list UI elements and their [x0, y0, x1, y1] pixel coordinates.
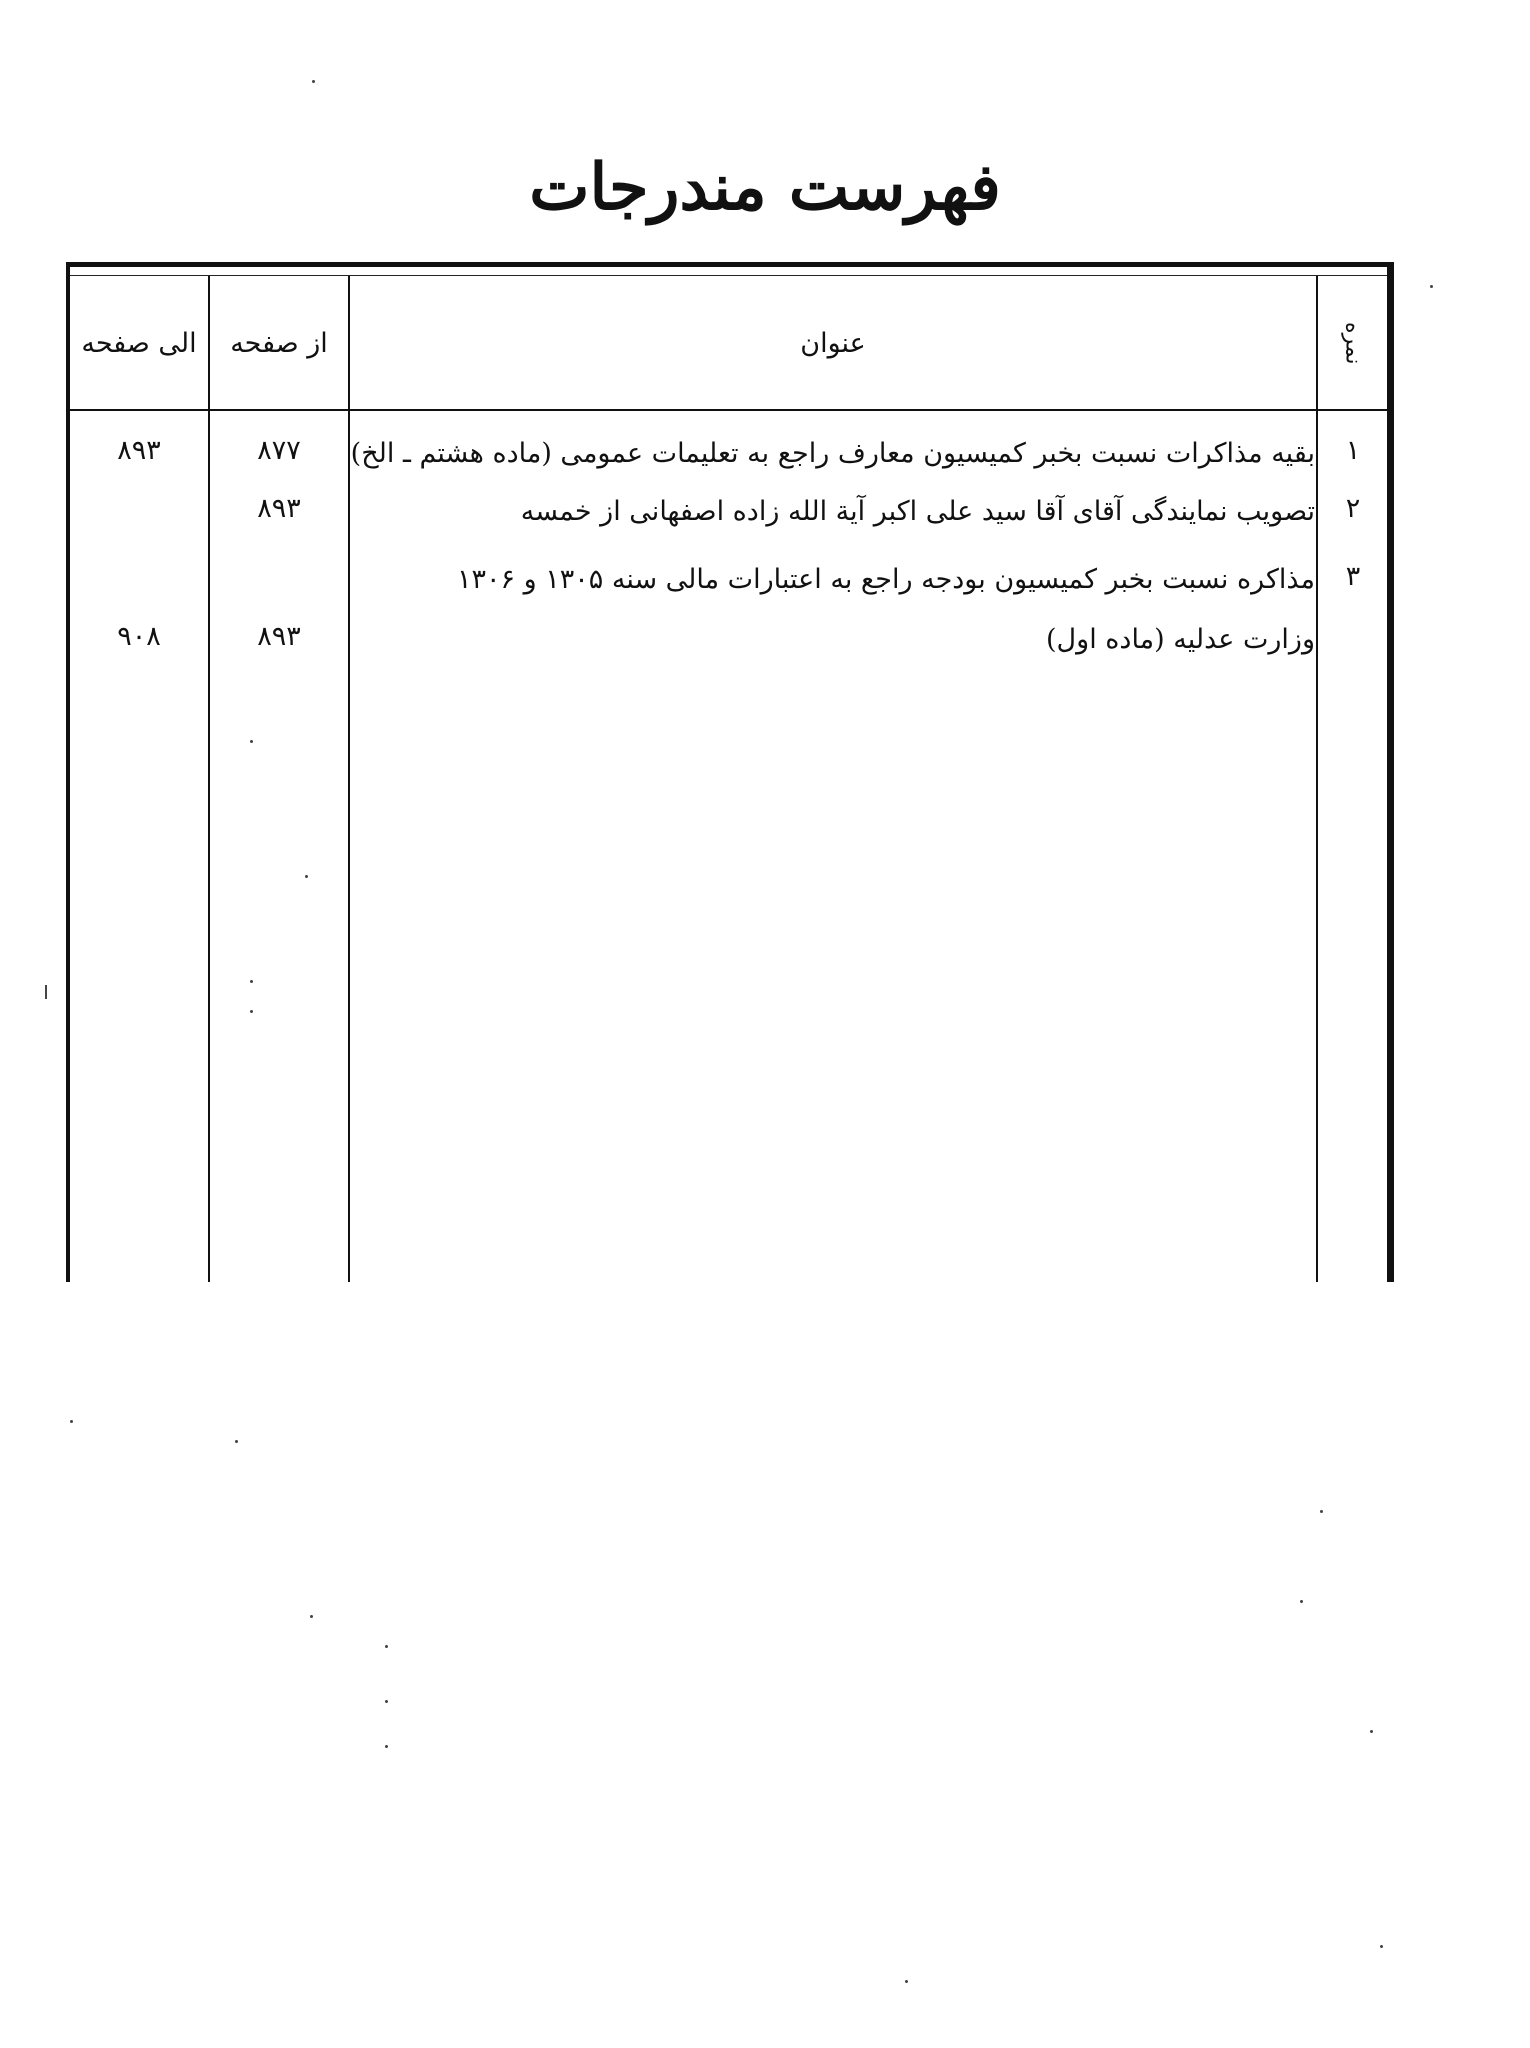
scan-speck: [1320, 1510, 1323, 1513]
column-divider: [208, 275, 210, 1282]
scan-speck: [250, 980, 253, 983]
page-title: فهرست مندرجات: [529, 150, 1001, 225]
row-to-page: ۸۹۳: [117, 435, 161, 466]
row-title-line-2: وزارت عدلیه (ماده اول): [1046, 624, 1315, 655]
scan-speck: [312, 80, 315, 83]
header-divider: [70, 409, 1387, 411]
scan-speck: [385, 1745, 388, 1748]
row-from-page: ۸۹۳: [257, 493, 301, 524]
scan-speck: [310, 1615, 313, 1618]
row-number: ۲: [1345, 493, 1361, 524]
scan-speck: [70, 1420, 73, 1423]
scan-speck: [235, 1440, 238, 1443]
scan-speck: [385, 1700, 388, 1703]
scan-speck: [385, 1645, 388, 1648]
row-from-page: ۸۷۷: [257, 435, 301, 466]
scan-speck: [1430, 285, 1433, 288]
scan-speck: [305, 875, 308, 878]
scan-speck: [250, 1010, 253, 1013]
row-from-page: ۸۹۳: [257, 621, 301, 652]
scan-speck: [905, 1980, 908, 1983]
column-divider: [348, 275, 350, 1282]
row-title: بقیه مذاکرات نسبت بخبر کمیسیون معارف راجع به تعلیمات عمومی (ماده هشتم ـ الخ): [350, 438, 1315, 469]
row-to-page: ۹۰۸: [117, 621, 161, 652]
column-divider: [1316, 275, 1318, 1282]
header-number: نمره: [1340, 321, 1366, 365]
scan-speck: [1300, 1600, 1303, 1603]
scan-speck: [1370, 1730, 1373, 1733]
row-title-line-1: مذاکره نسبت بخبر کمیسیون بودجه راجع به اعتبارات مالی سنه ۱۳۰۵ و ۱۳۰۶: [457, 564, 1315, 595]
row-number: ۱: [1345, 435, 1361, 466]
row-title: تصویب نمایندگی آقای آقا سید علی اکبر آیة الله زاده اصفهانی از خمسه: [520, 496, 1315, 527]
header-title: عنوان: [800, 327, 866, 359]
scan-speck: [250, 740, 253, 743]
row-number: ۳: [1345, 561, 1361, 592]
header-to-page: الی صفحه: [81, 327, 197, 359]
scan-speck: [1380, 1945, 1383, 1948]
header-from-page: از صفحه: [230, 327, 328, 359]
scan-speck: [45, 985, 47, 999]
table-of-contents: [66, 262, 1394, 1282]
